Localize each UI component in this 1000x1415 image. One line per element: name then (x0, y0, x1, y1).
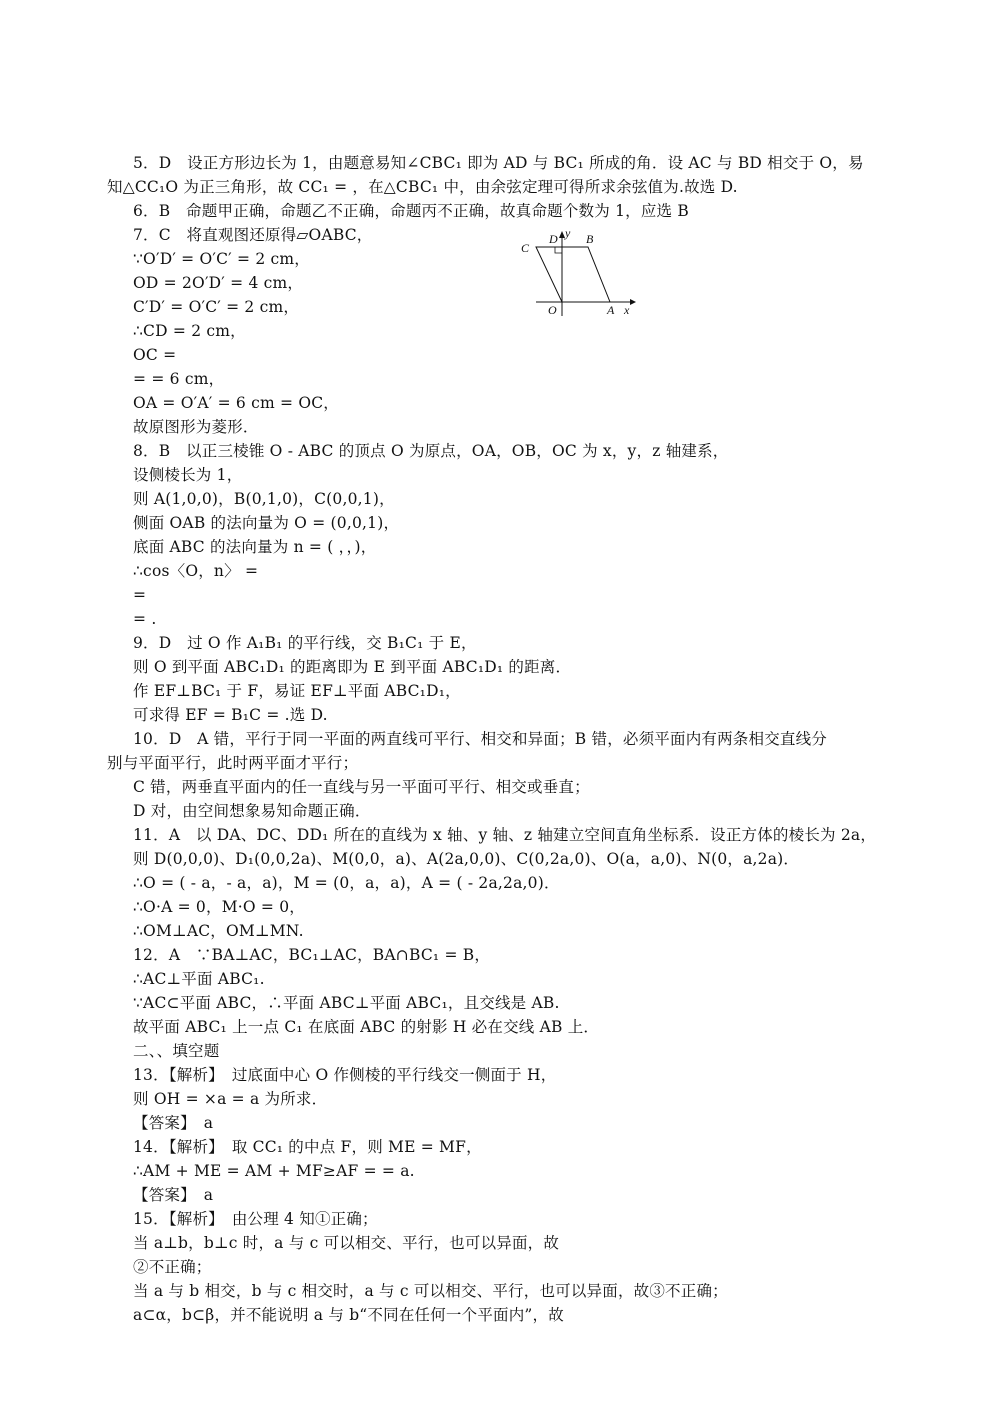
label-o: O (548, 303, 557, 317)
text-line: ②不正确； (133, 1258, 212, 1276)
text-line: 【答案】 a (133, 1114, 214, 1132)
text-line: 则 D(0,0,0)、D₁(0,0,2a)、M(0,0，a)、A(2a,0,0)、C(0,2a,0)、O(a，a,0)、N(0，a,2a)． (133, 850, 800, 868)
text-line: ∴AM + ME = AM + MF≥AF = = a. (133, 1162, 415, 1180)
text-line: 则 A(1,0,0)，B(0,1,0)，C(0,0,1)， (133, 490, 395, 508)
text-line: 5．D 设正方形边长为 1，由题意易知∠CBC₁ 即为 AD 与 BC₁ 所成的角．设 AC 与 BD 相交于 O，易 (133, 154, 864, 172)
text-line: OC = (133, 346, 177, 364)
text-line: OD = 2O′D′ = 4 cm， (133, 274, 304, 292)
text-line: a⊂α，b⊂β，并不能说明 a 与 b“不同在任何一个平面内”，故 (133, 1306, 564, 1324)
parallelogram-figure (518, 226, 636, 322)
text-line: ∴O·A = 0，M·O = 0， (133, 898, 306, 916)
label-x: x (624, 303, 630, 317)
text-line: D 对，由空间想象易知命题正确． (133, 802, 371, 820)
text-line: 则 O 到平面 ABC₁D₁ 的距离即为 E 到平面 ABC₁D₁ 的距离． (133, 658, 572, 676)
label-d: D (549, 232, 558, 246)
text-line: = (133, 586, 147, 604)
text-line: 知△CC₁O 为正三角形，故 CC₁ = ，在△CBC₁ 中，由余弦定理可得所求余弦值为.故选 D. (107, 178, 738, 196)
text-line: 15．【解析】 由公理 4 知①正确； (133, 1210, 378, 1228)
text-line: 设侧棱长为 1， (133, 466, 243, 484)
label-a: A (607, 303, 615, 317)
text-line: 作 EF⊥BC₁ 于 F，易证 EF⊥平面 ABC₁D₁， (133, 682, 461, 700)
right-angle-mark (555, 247, 562, 253)
text-line: 14．【解析】 取 CC₁ 的中点 F，则 ME = MF， (133, 1138, 482, 1156)
text-line: 当 a 与 b 相交，b 与 c 相交时，a 与 c 可以相交、平行，也可以异面，故③不正确； (133, 1282, 728, 1300)
label-b: B (586, 232, 594, 246)
parallelogram-oabc (536, 247, 610, 302)
text-line: ∴cos〈O，n〉 = (133, 562, 259, 580)
text-line: C 错，两垂直平面内的任一直线与另一平面可平行、相交或垂直； (133, 778, 590, 796)
text-line: 8．B 以正三棱锥 O - ABC 的顶点 O 为原点，OA，OB，OC 为 x，y，z 轴建系， (133, 442, 729, 460)
text-line: ∴OM⊥AC，OM⊥MN. (133, 922, 304, 940)
label-y: y (565, 226, 571, 240)
text-line: 别与平面平行，此时两平面才平行； (107, 754, 359, 772)
text-line: 底面 ABC 的法向量为 n = ( ，，)， (133, 538, 377, 556)
text-line: = = 6 cm， (133, 370, 225, 388)
text-line: ∵O′D′ = O′C′ = 2 cm， (133, 250, 310, 268)
text-line: 7．C 将直观图还原得▱OABC， (133, 226, 373, 244)
text-line: ∴O = ( - a，- a，a)，M = (0，a，a)，A = ( - 2a,2a,0)． (133, 874, 560, 892)
text-line: 【答案】 a (133, 1186, 214, 1204)
text-line: C′D′ = O′C′ = 2 cm， (133, 298, 300, 316)
text-line: 6．B 命题甲正确，命题乙不正确，命题丙不正确，故真命题个数为 1，应选 B (133, 202, 689, 220)
text-line: ∵AC⊂平面 ABC，∴平面 ABC⊥平面 ABC₁，且交线是 AB. (133, 994, 560, 1012)
label-c: C (521, 241, 530, 255)
text-line: ∴CD = 2 cm， (133, 322, 246, 340)
text-line: 10．D A 错，平行于同一平面的两直线可平行、相交和异面；B 错，必须平面内有两条相交直线分 (133, 730, 827, 748)
text-line: 11．A 以 DA、DC、DD₁ 所在的直线为 x 轴、y 轴、z 轴建立空间直角坐标系．设正方体的棱长为 2a， (133, 826, 877, 844)
text-line: 故平面 ABC₁ 上一点 C₁ 在底面 ABC 的射影 H 必在交线 AB 上． (133, 1018, 600, 1036)
text-line: = . (133, 610, 157, 628)
x-axis-arrow (630, 299, 636, 305)
text-line: 可求得 EF = B₁C = .选 D. (133, 706, 328, 724)
text-line: OA = O′A′ = 6 cm = OC， (133, 394, 339, 412)
text-line: 侧面 OAB 的法向量为 O = (0,0,1)， (133, 514, 400, 532)
text-line: 故原图形为菱形． (133, 418, 259, 436)
text-line: 12．A ∵BA⊥AC，BC₁⊥AC，BA∩BC₁ = B， (133, 946, 491, 964)
text-line: ∴AC⊥平面 ABC₁. (133, 970, 265, 988)
text-line: 13．【解析】 过底面中心 O 作侧棱的平行线交一侧面于 H， (133, 1066, 557, 1084)
text-line: 二、、填空题 (133, 1042, 220, 1060)
text-line: 9．D 过 O 作 A₁B₁ 的平行线，交 B₁C₁ 于 E， (133, 634, 477, 652)
text-line: 则 OH = ×a = a 为所求． (133, 1090, 328, 1108)
text-line: 当 a⊥b，b⊥c 时，a 与 c 可以相交、平行，也可以异面，故 (133, 1234, 560, 1252)
